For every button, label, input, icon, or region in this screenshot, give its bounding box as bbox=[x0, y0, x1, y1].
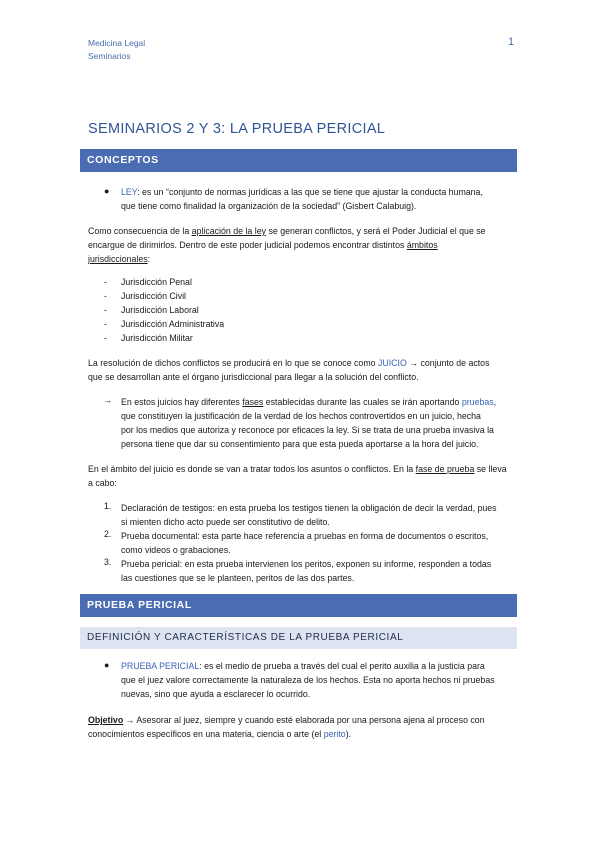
paragraph-fases: En estos juicios hay diferentes fases establecidas durante las cuales se irán aportando pruebas, que constituyen la justificación de la verdad de los hechos controvertidos en un juicio, hecha por los medios que autoriza y reconoce por eficaces la ley. Si se trata de una prueba invasiva la persona tiene que dar su consentimiento para que esta pueda aportarse a la hora del juicio. bbox=[121, 397, 497, 449]
list-dash: - bbox=[104, 305, 107, 315]
numbered-item: Prueba documental: esta parte hace referencia a pruebas en forma de documentos o escritos, como videos o grabaciones. bbox=[121, 531, 489, 555]
paragraph-objetivo: Objetivo → Asesorar al juez, siempre y cuando esté elaborada por una persona ajena al proceso con conocimientos específicos en una materia, ciencia o arte (el perito). bbox=[88, 715, 485, 739]
list-item: Jurisdicción Militar bbox=[121, 333, 193, 343]
section-heading-prueba-pericial: PRUEBA PERICIAL bbox=[80, 594, 517, 617]
paragraph-fase-prueba: En el ámbito del juicio es donde se van a tratar todos los asuntos o conflictos. En la fase de prueba se lleva a cabo: bbox=[88, 464, 507, 488]
list-item: Jurisdicción Laboral bbox=[121, 305, 199, 315]
header-section: Seminarios bbox=[88, 51, 131, 61]
list-item: Jurisdicción Penal bbox=[121, 277, 192, 287]
list-number: 3. bbox=[104, 557, 112, 567]
list-dash: - bbox=[104, 291, 107, 301]
pericial-definition: PRUEBA PERICIAL: es el medio de prueba a través del cual el perito auxilia a la justicia para que el juez valore correctamente la naturaleza de los hechos. Esta no aporta hechos ni pruebas nuevas, sino que ayuda a esclarecer lo ocurrido. bbox=[121, 661, 495, 699]
bullet-icon: ● bbox=[104, 660, 110, 670]
list-dash: - bbox=[104, 319, 107, 329]
list-item: Jurisdicción Civil bbox=[121, 291, 187, 301]
list-number: 2. bbox=[104, 529, 112, 539]
ley-definition: LEY: es un “conjunto de normas jurídicas a las que se tiene que ajustar la conducta humana, que tiene como finalidad la organización de la sociedad” (Gisbert Calabuig). bbox=[121, 187, 483, 211]
list-dash: - bbox=[104, 333, 107, 343]
paragraph-juicio: La resolución de dichos conflictos se producirá en lo que se conoce como JUICIO → conjunto de actos que se desarrollan ante el órgano jurisdiccional para llegar a la solución del conflicto. bbox=[88, 358, 490, 382]
numbered-item: Declaración de testigos: en esta prueba los testigos tienen la obligación de decir la verdad, pues si mienten dicho acto puede ser constitutivo de delito. bbox=[121, 503, 497, 527]
subsection-heading: DEFINICIÓN Y CARACTERÍSTICAS DE LA PRUEBA PERICIAL bbox=[80, 627, 517, 649]
right-arrow-icon: → bbox=[103, 395, 112, 405]
section-heading-conceptos: CONCEPTOS bbox=[80, 149, 517, 172]
list-number: 1. bbox=[104, 501, 112, 511]
page-title: SEMINARIOS 2 Y 3: LA PRUEBA PERICIAL bbox=[88, 121, 386, 137]
bullet-icon: ● bbox=[104, 186, 110, 196]
list-dash: - bbox=[104, 277, 107, 287]
ley-term: LEY bbox=[121, 187, 138, 197]
page-number: 1 bbox=[508, 36, 515, 48]
header-course: Medicina Legal bbox=[88, 38, 146, 48]
running-header bbox=[88, 37, 145, 63]
juicio-term: JUICIO bbox=[377, 358, 407, 368]
objetivo-label: Objetivo bbox=[88, 715, 124, 725]
pericial-term: PRUEBA PERICIAL bbox=[121, 661, 200, 671]
numbered-item: Prueba pericial: en esta prueba intervienen los peritos, exponen su informe, responden a todas las cuestiones que se le planteen, peritos de las dos partes. bbox=[121, 559, 492, 583]
list-item: Jurisdicción Administrativa bbox=[121, 319, 225, 329]
paragraph-aplicacion: Como consecuencia de la aplicación de la ley se generan conflictos, y será el Poder Judicial el que se encargue de dirimirlos. Dentro de este poder judicial podemos encontrar distintos ámbitos jurisdiccionales: bbox=[88, 226, 486, 264]
